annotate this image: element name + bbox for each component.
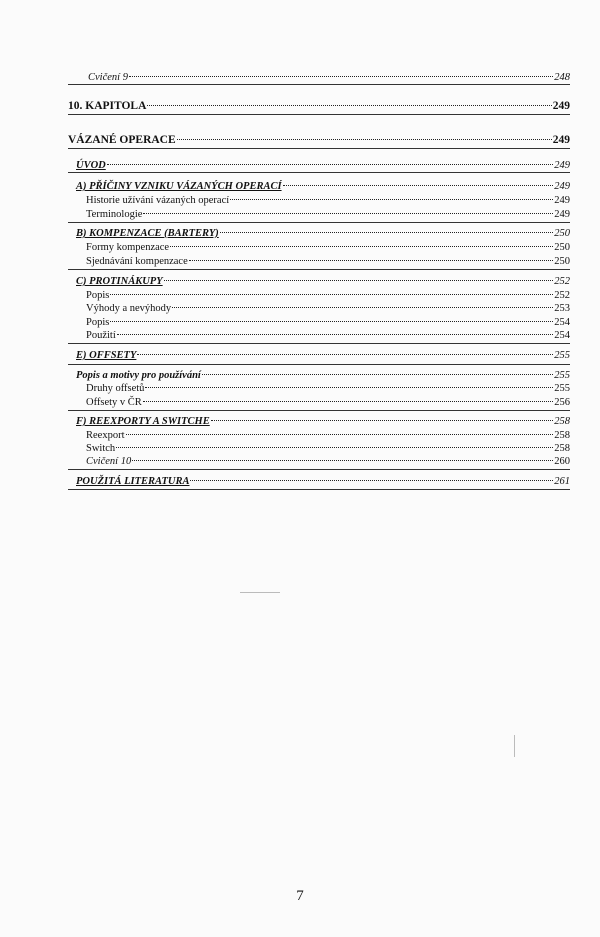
toc-entry-page: 260 <box>554 456 570 467</box>
toc-entry-label: Výhody a nevýhody <box>86 303 172 314</box>
page-number: 7 <box>296 888 304 904</box>
divider <box>68 364 570 365</box>
toc-entry <box>88 71 570 84</box>
dot-leader <box>110 294 553 295</box>
toc-entry-page: 250 <box>554 256 570 267</box>
toc-entry-subsection <box>76 180 570 193</box>
toc-entry-item <box>86 194 570 207</box>
toc-entry-subsection <box>76 227 570 240</box>
toc-entry-page: 254 <box>554 317 570 328</box>
toc-entry-page: 249 <box>554 209 570 220</box>
toc-entry-label: Použití <box>86 330 116 341</box>
toc-entry-subsection <box>76 369 570 382</box>
dot-leader <box>189 260 554 261</box>
toc-entry-label: Formy kompenzace <box>86 242 170 253</box>
toc-entry-page: 249 <box>554 160 570 171</box>
divider <box>68 469 570 470</box>
toc-entry-subsection <box>76 349 570 362</box>
toc-entry-page: 261 <box>554 476 570 487</box>
toc-entry-page: 256 <box>554 397 570 408</box>
toc-entry-page: 258 <box>554 416 570 427</box>
toc-entry-page: 249 <box>554 195 570 206</box>
dot-leader <box>126 434 554 435</box>
toc-entry-label: C) PROTINÁKUPY <box>76 276 163 287</box>
toc-entry-page: 250 <box>554 242 570 253</box>
divider <box>68 489 570 490</box>
dot-leader <box>143 213 553 214</box>
dot-leader <box>147 105 551 106</box>
toc-entry-page: 253 <box>554 303 570 314</box>
toc-entry-subsection <box>76 275 570 288</box>
toc-entry-label: Popis a motivy pro používání <box>76 370 201 381</box>
toc-entry-page: 248 <box>554 72 570 83</box>
toc-entry-page: 255 <box>554 370 570 381</box>
toc-entry-item <box>86 208 570 221</box>
toc-entry-page: 249 <box>552 100 570 112</box>
toc-entry-label: Popis <box>86 317 110 328</box>
divider <box>68 84 570 85</box>
dot-leader <box>110 321 553 322</box>
divider <box>68 222 570 223</box>
toc-entry-item <box>86 255 570 268</box>
toc-entry-page: 249 <box>554 181 570 192</box>
dot-leader <box>177 139 552 140</box>
toc-entry-page: 252 <box>554 290 570 301</box>
toc-entry-label: B) KOMPENZACE (BARTERY) <box>76 228 219 239</box>
toc-entry-item <box>86 316 570 329</box>
divider <box>68 343 570 344</box>
toc-entry-label: Cvičení 9 <box>88 72 128 83</box>
toc-entry-subsection <box>76 415 570 428</box>
toc-entry-item <box>86 429 570 442</box>
dot-leader <box>143 401 553 402</box>
toc-entry-item <box>86 289 570 302</box>
toc-entry-item <box>86 302 570 315</box>
toc-entry-label: Switch <box>86 443 116 454</box>
divider <box>68 148 570 149</box>
toc-entry-item <box>86 329 570 342</box>
dot-leader <box>211 420 554 421</box>
toc-entry-label: E) OFFSETY <box>76 350 137 361</box>
toc-entry-page: 255 <box>554 350 570 361</box>
toc-entry-label: VÁZANÉ OPERACE <box>68 134 176 146</box>
scan-mark <box>514 735 515 757</box>
dot-leader <box>202 374 553 375</box>
dot-leader <box>107 164 553 165</box>
divider <box>68 114 570 115</box>
toc-entry-page: 254 <box>554 330 570 341</box>
scan-mark <box>240 592 280 593</box>
dot-leader <box>170 246 553 247</box>
toc-entry-label: Cvičení 10 <box>86 456 132 467</box>
toc-entry-item <box>86 241 570 254</box>
dot-leader <box>132 460 553 461</box>
toc-entry-label: ÚVOD <box>76 160 106 171</box>
toc-entry-page: 252 <box>554 276 570 287</box>
toc-entry-label: Terminologie <box>86 209 143 220</box>
divider <box>68 269 570 270</box>
dot-leader <box>129 76 553 77</box>
toc-entry-label: Offsety v ČR <box>86 397 142 408</box>
dot-leader <box>190 480 553 481</box>
toc-entry-item <box>86 396 570 409</box>
toc-entry-subsection <box>76 475 570 488</box>
toc-entry-label: A) PŘÍČINY VZNIKU VÁZANÝCH OPERACÍ <box>76 181 282 192</box>
toc-entry-label: Sjednávání kompenzace <box>86 256 188 267</box>
divider <box>68 172 570 173</box>
toc-entry-label: Popis <box>86 290 110 301</box>
divider <box>68 410 570 411</box>
toc-entry-item <box>86 382 570 395</box>
toc-entry-page: 250 <box>554 228 570 239</box>
toc-entry-item <box>86 455 570 468</box>
toc-entry-page: 255 <box>554 383 570 394</box>
toc-entry-label: POUŽITÁ LITERATURA <box>76 476 190 487</box>
dot-leader <box>220 232 554 233</box>
toc-entry-label: 10. KAPITOLA <box>68 100 147 112</box>
toc-entry-item <box>86 442 570 455</box>
toc-entry-page: 249 <box>552 134 570 146</box>
dot-leader <box>145 387 553 388</box>
dot-leader <box>230 199 553 200</box>
toc-entry-label: Historie užívání vázaných operací <box>86 195 230 206</box>
toc-entry-page: 258 <box>554 443 570 454</box>
toc-entry-section <box>68 134 570 147</box>
dot-leader <box>164 280 554 281</box>
toc-entry-chapter <box>68 100 570 113</box>
dot-leader <box>172 307 553 308</box>
dot-leader <box>117 334 553 335</box>
toc-entry-label: Druhy offsetů <box>86 383 145 394</box>
dot-leader <box>116 447 553 448</box>
toc-entry-label: F) REEXPORTY A SWITCHE <box>76 416 210 427</box>
dot-leader <box>137 354 553 355</box>
dot-leader <box>283 185 554 186</box>
toc-entry-page: 258 <box>554 430 570 441</box>
toc-entry-subsection <box>76 159 570 172</box>
toc-entry-label: Reexport <box>86 430 125 441</box>
